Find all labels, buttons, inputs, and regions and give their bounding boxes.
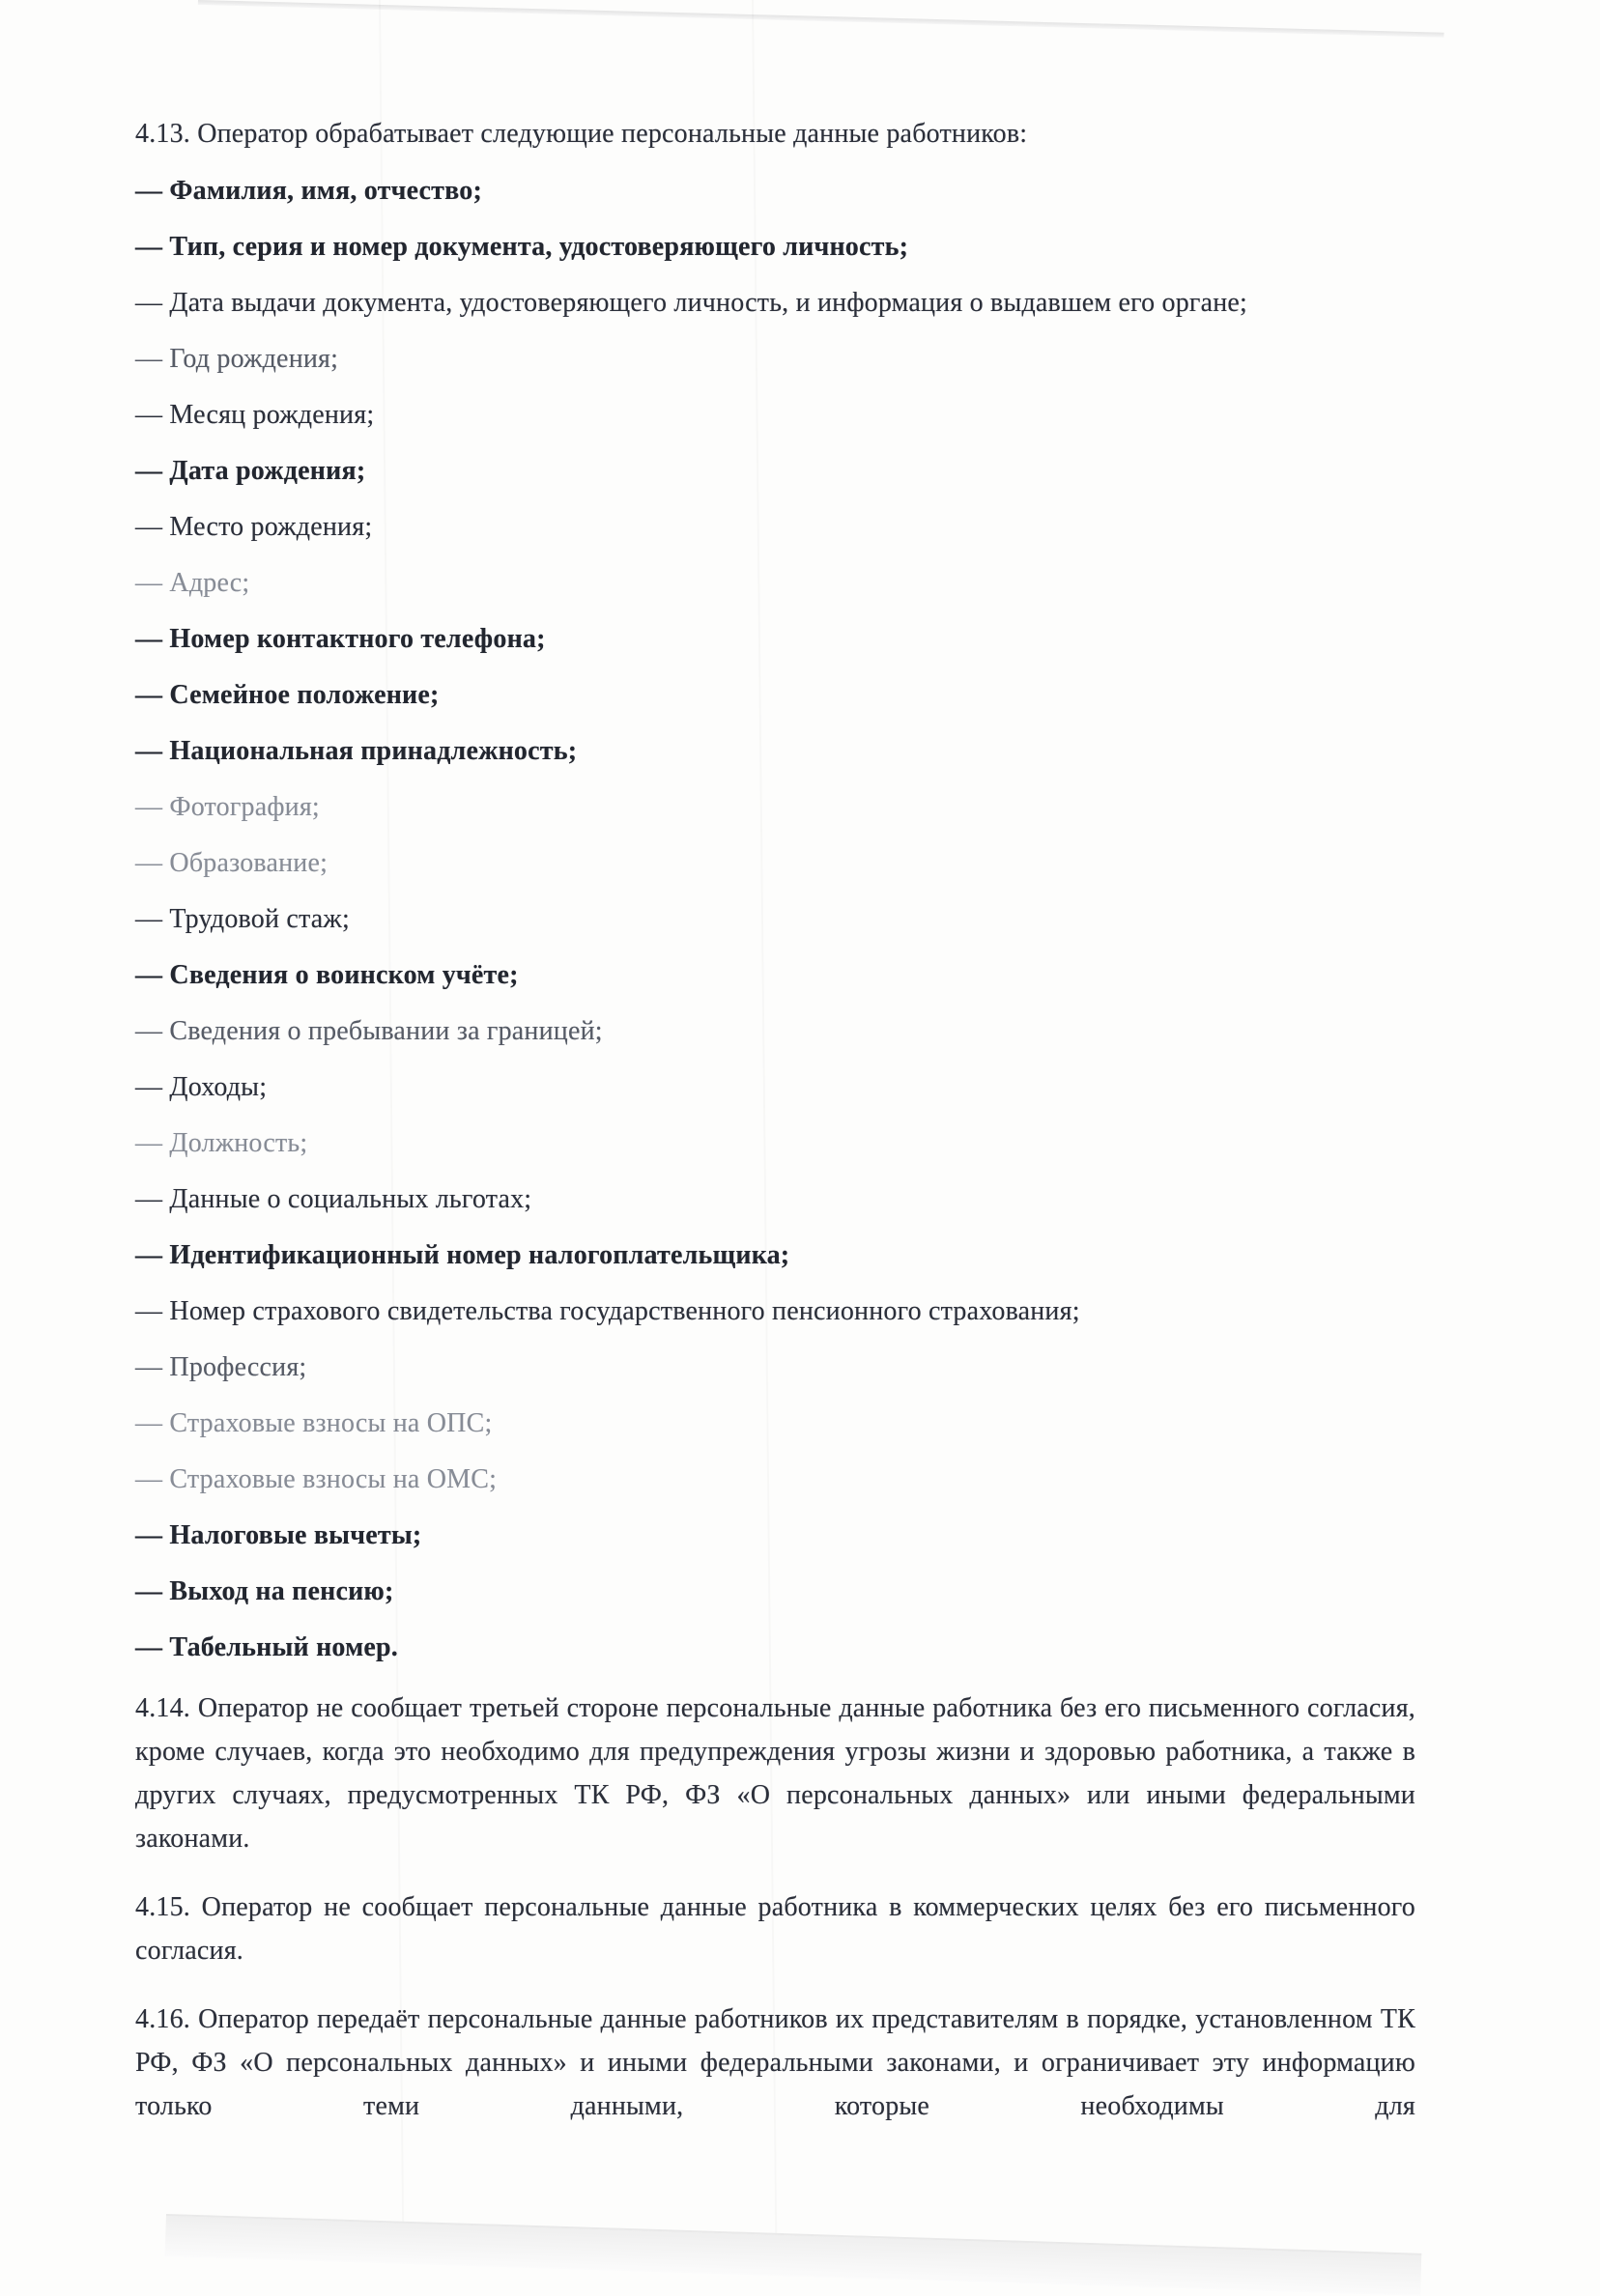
personal-data-list-item: — Доходы; xyxy=(135,1072,268,1102)
personal-data-list-item: — Идентификационный номер налогоплательщика; xyxy=(135,1240,790,1270)
personal-data-list-item: — Дата выдачи документа, удостоверяющего личность, и информация о выдавшем его органе; xyxy=(135,288,1247,318)
personal-data-list-item: — Данные о социальных льготах; xyxy=(135,1184,532,1214)
personal-data-list-item: — Выход на пенсию; xyxy=(135,1576,394,1606)
personal-data-list-item: — Фамилия, имя, отчество; xyxy=(135,176,482,206)
personal-data-list-item: — Сведения о пребывании за границей; xyxy=(135,1016,603,1046)
personal-data-list-item: — Сведения о воинском учёте; xyxy=(135,960,519,990)
personal-data-list-item: — Табельный номер. xyxy=(135,1632,398,1662)
clause-4-15-paragraph: 4.15. Оператор не сообщает персональные данные работника в коммерческих целях без его письменного согласия. xyxy=(135,1892,1415,1966)
personal-data-list-item: — Профессия; xyxy=(135,1352,307,1382)
personal-data-list-item: — Страховые взносы на ОПС; xyxy=(135,1408,493,1438)
personal-data-list-item: — Страховые взносы на ОМС; xyxy=(135,1464,498,1494)
personal-data-list-item: — Налоговые вычеты; xyxy=(135,1520,422,1550)
personal-data-list-item: — Номер страхового свидетельства государственного пенсионного страхования; xyxy=(135,1296,1080,1326)
personal-data-list-item: — Дата рождения; xyxy=(135,456,366,486)
personal-data-list-item: — Образование; xyxy=(135,848,329,878)
personal-data-list-item: — Семейное положение; xyxy=(135,680,440,710)
document-body xyxy=(135,112,1415,2128)
clause-4-16-paragraph: 4.16. Оператор передаёт персональные данные работников их представителям в порядке, установленном ТК РФ, ФЗ «О персональных данных» и иными федеральными законами, и ограничивает эту информацию только теми данными, которые необходимы для xyxy=(135,2004,1415,2121)
personal-data-list-item: — Трудовой стаж; xyxy=(135,904,350,934)
clause-4-14-paragraph: 4.14. Оператор не сообщает третьей стороне персональные данные работника без его письменного согласия, кроме случаев, когда это необходимо для предупреждения угрозы жизни и здоровью работника, а также в других случаях, предусмотренных ТК РФ, ФЗ «О персональных данных» или иными федеральными законами. xyxy=(135,1693,1415,1854)
clause-4-13-heading: 4.13. Оператор обрабатывает следующие персональные данные работников: xyxy=(135,119,1028,149)
personal-data-list-item: — Тип, серия и номер документа, удостоверяющего личность; xyxy=(135,232,909,262)
personal-data-list-item: — Адрес; xyxy=(135,568,250,598)
personal-data-list-item: — Месяц рождения; xyxy=(135,400,375,430)
personal-data-list-item: — Должность; xyxy=(135,1128,308,1158)
scan-artifact-top-edge xyxy=(198,0,1444,38)
personal-data-list-item: — Год рождения; xyxy=(135,344,339,374)
personal-data-list-item: — Место рождения; xyxy=(135,512,373,542)
personal-data-list-item: — Номер контактного телефона; xyxy=(135,624,546,654)
scan-artifact-bottom-edge xyxy=(165,2214,1422,2296)
personal-data-list-item: — Фотография; xyxy=(135,792,320,822)
personal-data-list-item: — Национальная принадлежность; xyxy=(135,736,578,766)
